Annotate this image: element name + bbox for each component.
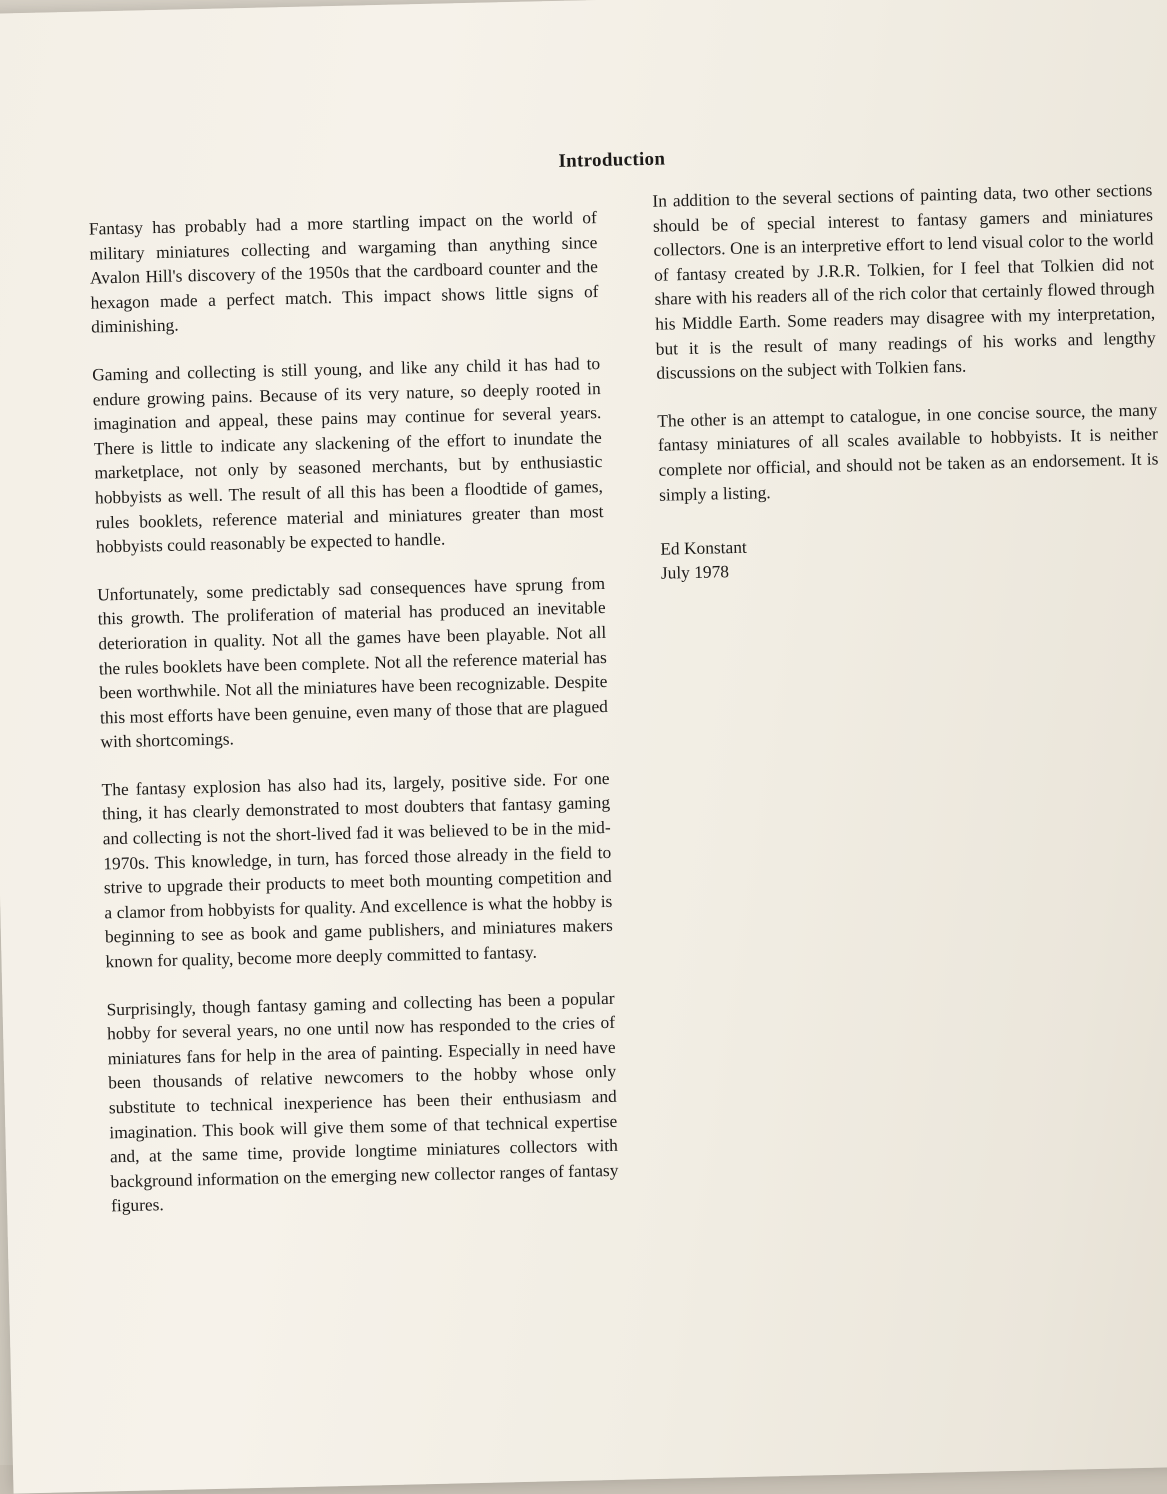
paragraph: Unfortunately, some predictably sad consequences have sprung from this growth. The proliferation of material has produced an inevitable deterioration in quality. Not all the games have been playable. Not all the rules booklets have been complete. Not all the reference material has been worthwhile. Not all the miniatures have been recognizable. Despite this most efforts have been genuine, even many of those that are plagued with shortcomings.: [96, 572, 609, 752]
signature-date: July 1978: [660, 561, 730, 583]
author-name: Ed Konstant: [660, 536, 747, 559]
paragraph: Surprisingly, though fantasy gaming and collecting has been a popular hobby for several years, no one until now has responded to the cries of miniatures fans for help in the area of painting. Especially in need have been thousands of relative newcomers to the hobby whose only substitute to technical inexperience has been their enthusiasm and imagination. This book will give them some of that technical expertise and, at the same time, provide longtime miniatures collectors with background information on the emerging new collector ranges of fantasy figures.: [106, 987, 619, 1216]
paragraph: The other is an attempt to catalogue, in one concise source, the many fantasy miniatures of all scales available to hobbyists. It is neither complete nor official, and should not be taken as an endorsement. It is simply a listing.: [657, 399, 1159, 505]
paragraph: Fantasy has probably had a more startling impact on the world of military miniatures collecting and wargaming than anything since Avalon Hill's discovery of the 1950s that the cardboard counter and the hexagon made a perfect match. This impact shows little signs of diminishing.: [88, 207, 599, 337]
show-through-text: [717, 748, 1148, 1257]
paragraph: The fantasy explosion has also had its, largely, positive side. For one thing, it has clearly demonstrated to most doubters that fantasy gaming and collecting is not the short-lived fad it was believed to be in the mid-1970s. This knowledge, in turn, has forced those already in the field to strive to upgrade their products to meet both mounting competition and a clamor from hobbyists for quality. And excellence is what the hobby is beginning to see as book and game publishers, and miniatures makers known for quality, become more deeply committed to fantasy.: [101, 767, 614, 972]
right-column: [652, 177, 1161, 584]
left-column: [89, 205, 620, 1241]
paragraph: In addition to the several sections of painting data, two other sections should be of special interest to fantasy gamers and miniatures collectors. One is an interpretive effort to lend visual color to the world of fantasy created by J.R.R. Tolkien, for I feel that Tolkien did not share with his readers all of the rich color that certainly flowed through his Middle Earth. Some readers may disagree with my interpretation, but it is the result of many readings of his works and lengthy discussions on the subject with Tolkien fans.: [652, 179, 1156, 383]
paragraph: Gaming and collecting is still young, and like any child it has had to endure growing pains. Because of its very nature, so deeply rooted in imagination and appeal, these pains may continue for several years. There is little to indicate any slackening of the effort to inundate the marketplace, not only by seasoned merchants, but by enthusiastic hobbyists as well. The result of all this has been a floodtide of games, rules booklets, reference material and miniatures greater than most hobbyists could reasonably be expected to handle.: [91, 352, 604, 557]
signature-block: [660, 525, 1161, 584]
page-title: Introduction: [558, 148, 666, 172]
